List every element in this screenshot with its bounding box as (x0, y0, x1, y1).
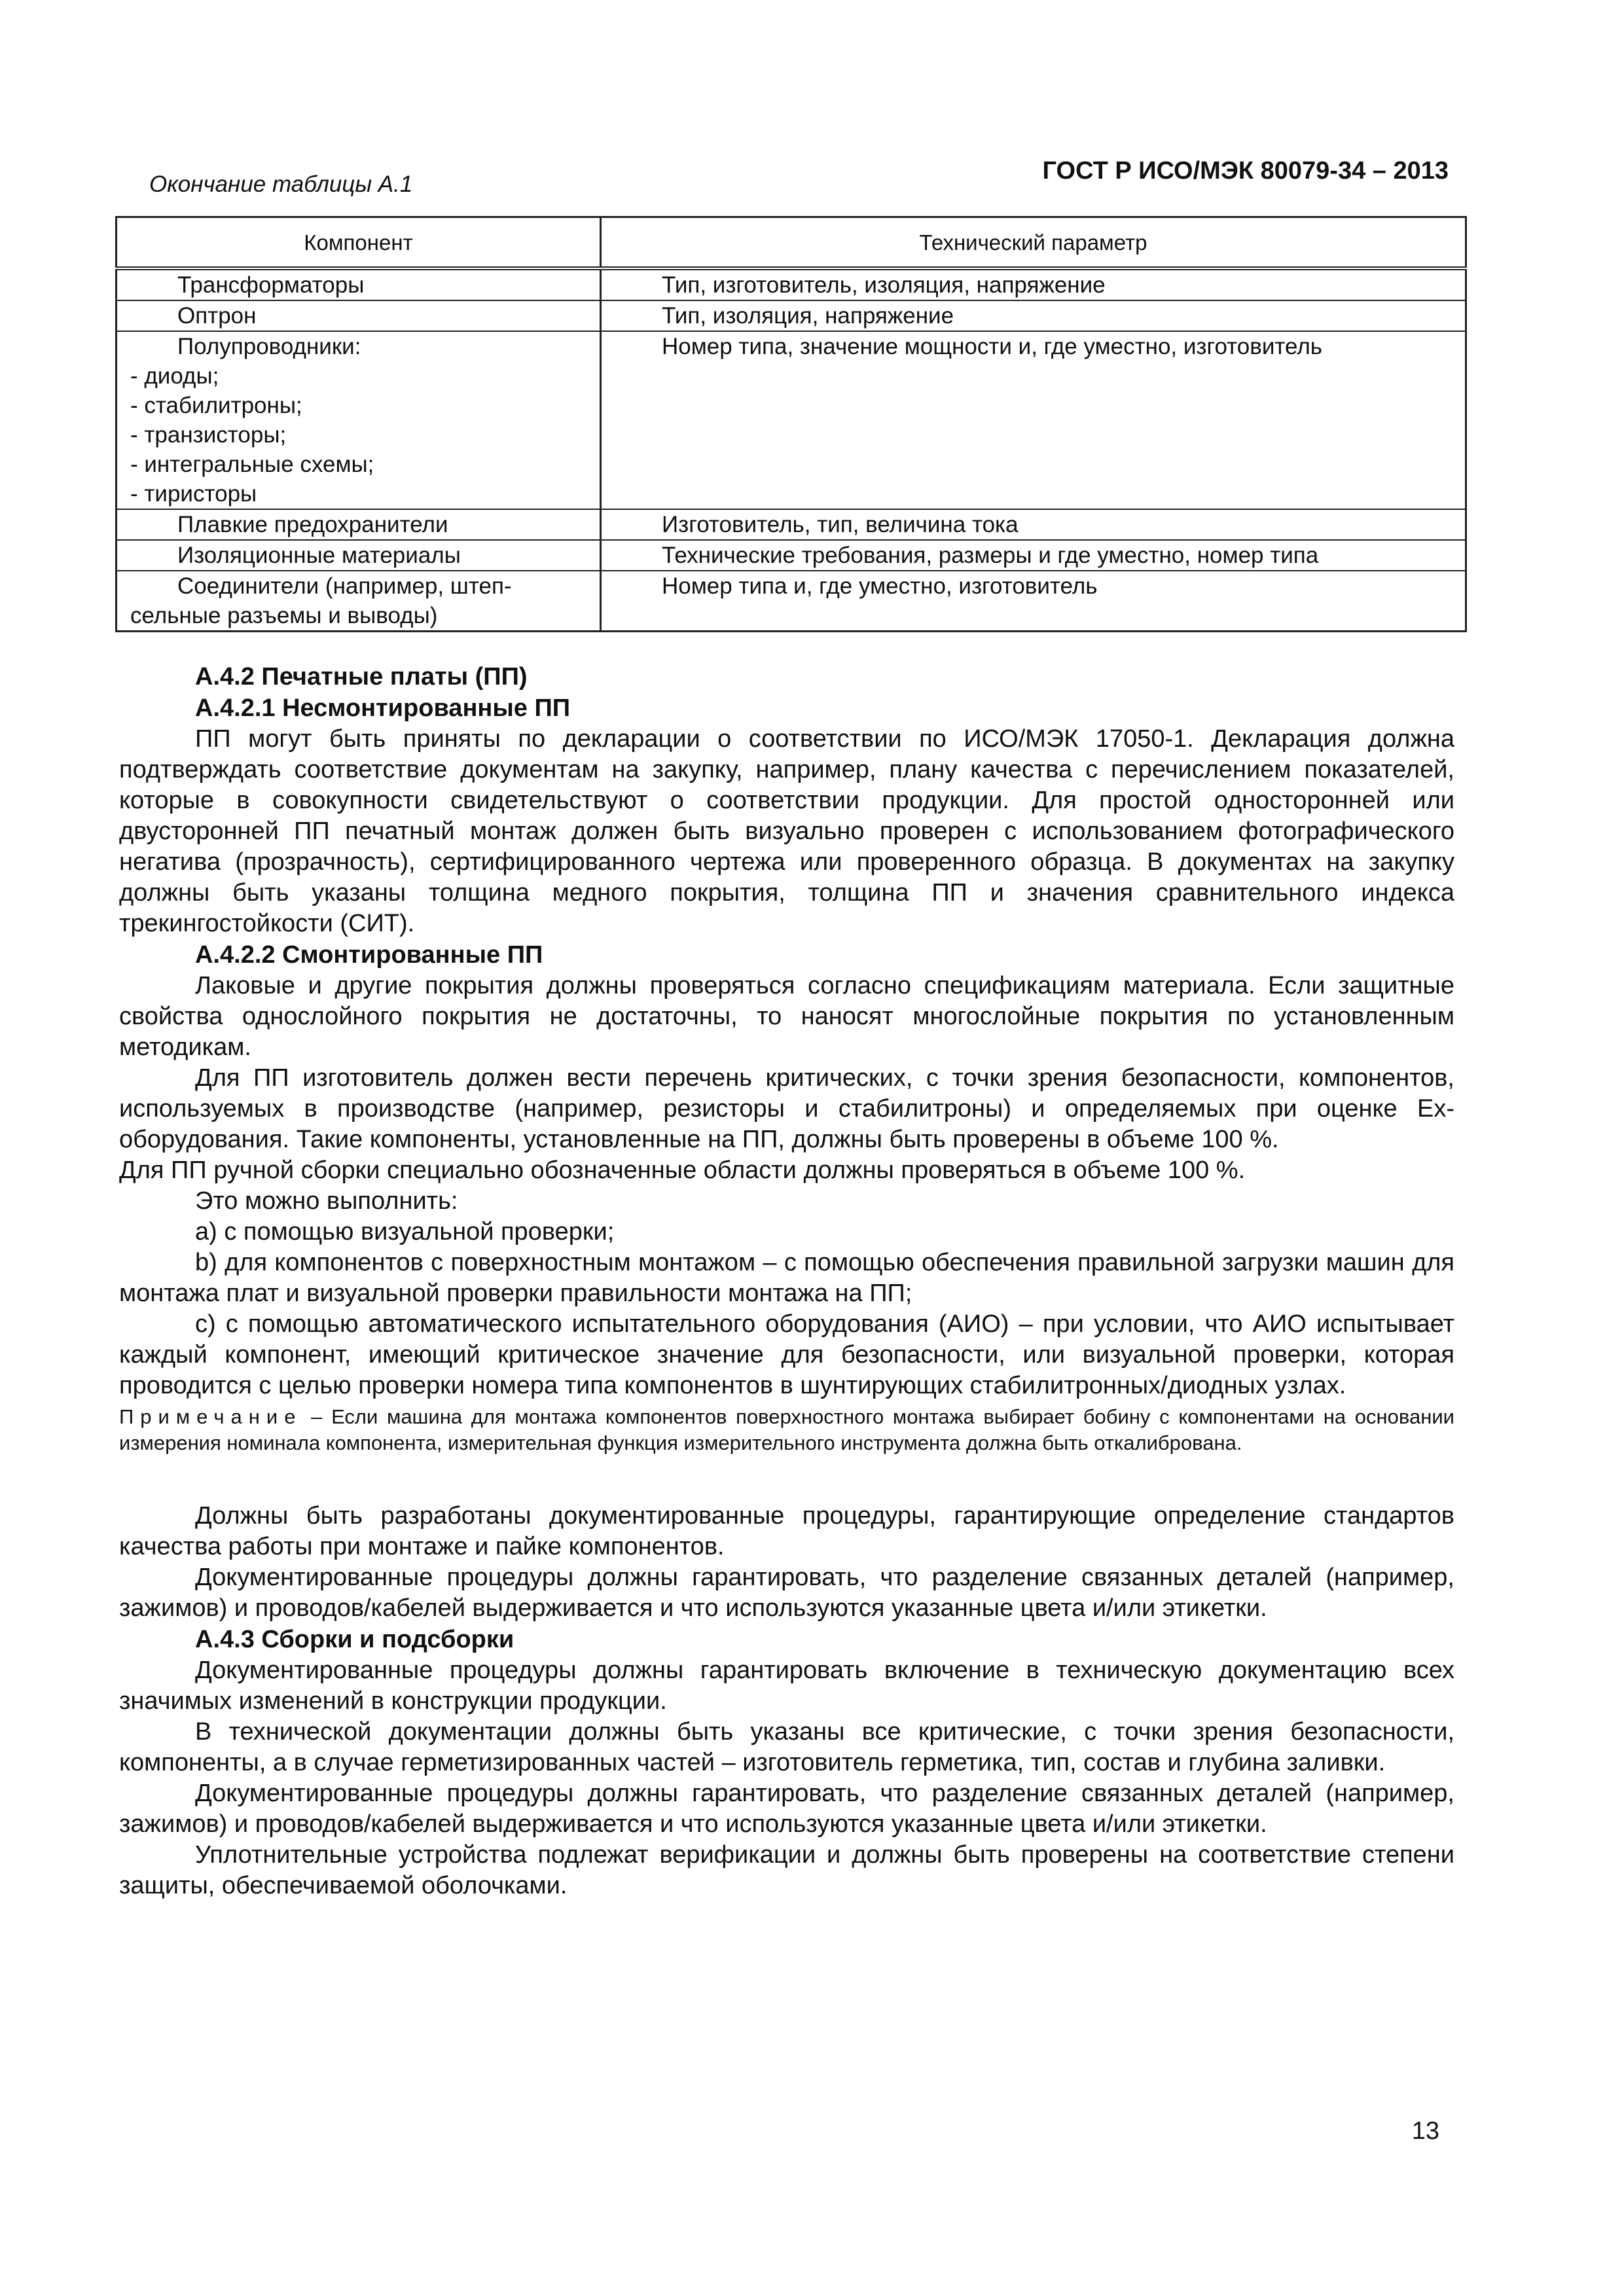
paragraph: Для ПП ручной сборки специально обозначенные области должны проверяться в объеме 100 %. (119, 1157, 1246, 1184)
section-heading-a43: А.4.3 Сборки и подсборки (195, 1626, 514, 1653)
standard-designation: ГОСТ Р ИСО/МЭК 80079-34 – 2013 (1042, 157, 1449, 185)
note-text: – Если машина для монтажа компонентов поверхностного монтажа выбирает бобину с компонентами на основании измерения номинала компонента, измерительная функция измерительного инструмента должна быть откалибрована. (119, 1405, 1454, 1454)
cell-parameter: Номер типа, значение мощности и, где уместно, изготовитель (601, 331, 1466, 509)
cell-component (117, 268, 601, 300)
cell-line: - интегральные схемы; (130, 452, 374, 477)
table-row (117, 509, 1466, 540)
table-row (117, 268, 1466, 300)
table-row (117, 571, 1466, 632)
list-item-b: b) для компонентов с поверхностным монтажом – с помощью обеспечения правильной загрузки машин для монтажа плат и визуальной проверки правильности монтажа на ПП; (119, 1249, 1454, 1307)
page-number: 13 (1411, 2117, 1439, 2145)
table-header-row (117, 217, 1466, 269)
cell-line: сельные разъемы и выводы) (130, 603, 438, 628)
cell-line: - транзисторы; (130, 422, 287, 448)
cell-line: - стабилитроны; (130, 393, 302, 418)
cell-parameter: Номер типа и, где уместно, изготовитель (601, 571, 1466, 632)
cell-component (117, 300, 601, 331)
cell-parameter: Изготовитель, тип, величина тока (601, 509, 1466, 540)
cell-parameter: Тип, изоляция, напряжение (601, 300, 1466, 331)
paragraph: Документированные процедуры должны гарантировать включение в техническую документацию всех значимых изменений в конструкции продукции. (119, 1657, 1454, 1715)
paragraph: Документированные процедуры должны гарантировать, что разделение связанных деталей (например, зажимов) и проводов/кабелей выдерживается и что используются указанные цвета и/или этикетки. (119, 1780, 1454, 1838)
table-body (117, 268, 1466, 632)
table-row (117, 300, 1466, 331)
list-item-a: a) с помощью визуальной проверки; (195, 1218, 615, 1246)
column-header-parameter: Технический параметр (601, 217, 1466, 269)
cell-component (117, 509, 601, 540)
cell-component (117, 331, 601, 509)
cell-component (117, 540, 601, 571)
note-label: Примечание (119, 1405, 302, 1428)
cell-line: Оптрон (177, 303, 257, 329)
paragraph: Документированные процедуры должны гарантировать, что разделение связанных деталей (например, зажимов) и проводов/кабелей выдерживается и что используются указанные цвета и/или этикетки. (119, 1564, 1454, 1622)
cell-line: - тиристоры (130, 481, 257, 507)
paragraph: Для ПП изготовитель должен вести перечень критических, с точки зрения безопасности, компонентов, используемых в производстве (например, резисторы и стабилитроны) и определяемых при оценке Ex-оборудования. Такие компоненты, установленные на ПП, должны быть проверены в объеме 100 %. (119, 1064, 1454, 1153)
cell-line: Плавкие предохранители (177, 512, 448, 537)
table-continuation-caption: Окончание таблицы А.1 (149, 171, 413, 197)
table-row (117, 331, 1466, 509)
column-header-component: Компонент (117, 217, 601, 269)
section-heading-a422: А.4.2.2 Смонтированные ПП (195, 941, 543, 969)
cell-parameter: Тип, изготовитель, изоляция, напряжение (601, 268, 1466, 300)
paragraph: Уплотнительные устройства подлежат верификации и должны быть проверены на соответствие степени защиты, обеспечиваемой оболочками. (119, 1841, 1454, 1899)
paragraph: Это можно выполнить: (195, 1187, 458, 1215)
components-table (115, 216, 1467, 632)
list-item-c: c) с помощью автоматического испытательного оборудования (АИО) – при условии, что АИО испытывает каждый компонент, имеющий критическое значение для безопасности, или визуальной проверки, которая проводится с целью проверки номера типа компонентов в шунтирующих стабилитронных/диодных узлах. (119, 1310, 1454, 1399)
cell-component (117, 571, 601, 632)
cell-line: Изоляционные материалы (177, 543, 461, 568)
paragraph: Лаковые и другие покрытия должны проверяться согласно спецификациям материала. Если защитные свойства однослойного покрытия не достаточны, то наносят многослойные покрытия по установленным методикам. (119, 972, 1454, 1061)
cell-line: Трансформаторы (177, 272, 365, 298)
note (119, 1404, 1454, 1456)
document-body (119, 661, 1454, 1901)
table-row (117, 540, 1466, 571)
paragraph: Должны быть разработаны документированные процедуры, гарантирующие определение стандартов качества работы при монтаже и пайке компонентов. (119, 1502, 1454, 1560)
cell-line: Полупроводники: (177, 334, 361, 359)
cell-line: - диоды; (130, 363, 219, 389)
paragraph: В технической документации должны быть указаны все критические, с точки зрения безопасности, компоненты, а в случае герметизированных частей – изготовитель герметика, тип, состав и глубина заливки. (119, 1718, 1454, 1776)
paragraph: ПП могут быть приняты по декларации о соответствии по ИСО/МЭК 17050-1. Декларация должна подтверждать соответствие документам на закупку, например, плану качества с перечислением показателей, которые в совокупности свидетельствуют о соответствии продукции. Для простой односторонней или двусторонней ПП печатный монтаж должен быть визуально проверен с использованием фотографического негатива (прозрачность), сертифицированного чертежа или проверенного образца. В документах на закупку должны быть указаны толщина медного покрытия, толщина ПП и значения сравнительного индекса трекингостойкости (СИТ). (119, 725, 1454, 937)
section-heading-a421: А.4.2.1 Несмонтированные ПП (195, 694, 571, 722)
section-heading-a42: А.4.2 Печатные платы (ПП) (195, 663, 528, 691)
cell-parameter: Технические требования, размеры и где уместно, номер типа (601, 540, 1466, 571)
cell-line: Соединители (например, штеп- (177, 573, 512, 599)
